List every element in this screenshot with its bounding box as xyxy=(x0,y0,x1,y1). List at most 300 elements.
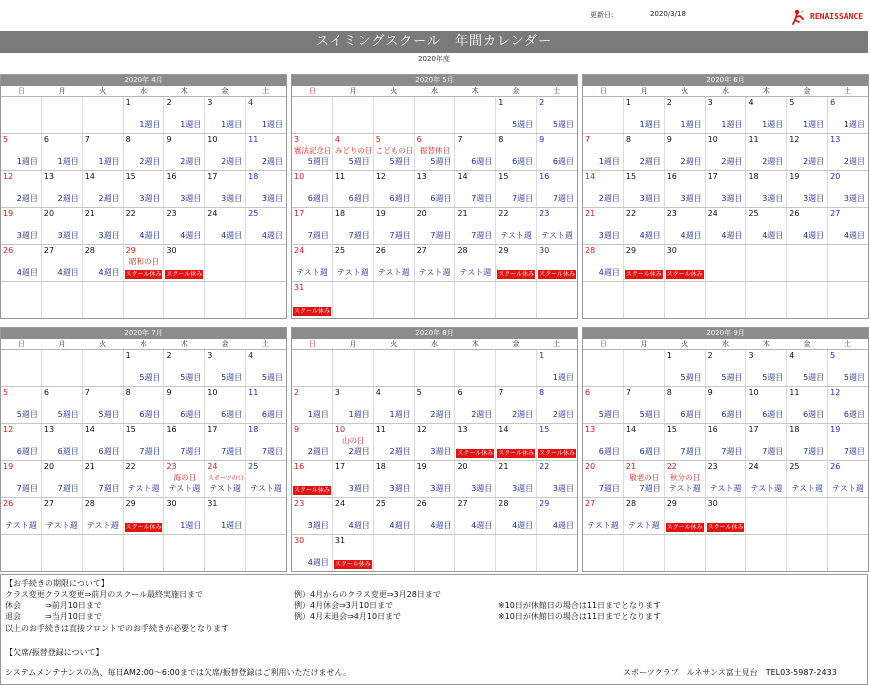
school-closed-badge: スクール休み xyxy=(125,271,162,278)
day-number: 21 xyxy=(84,462,95,471)
week-label: 6週目 xyxy=(471,157,493,166)
day-cell xyxy=(205,461,246,497)
day-number: 26 xyxy=(3,246,14,255)
day-number: 17 xyxy=(748,425,759,434)
month-title: 2020年 5月 xyxy=(292,75,577,86)
day-cell xyxy=(292,282,333,318)
holiday-name: 海の日 xyxy=(173,473,197,482)
day-cell xyxy=(496,97,537,133)
week-label: 6週目 xyxy=(721,410,743,419)
day-number: 22 xyxy=(666,462,677,471)
week-label: 1週目 xyxy=(552,373,575,382)
week-label: 2週目 xyxy=(261,157,284,166)
day-cell xyxy=(537,498,577,534)
day-cell xyxy=(164,282,205,318)
holiday-name: みどりの日 xyxy=(334,146,373,155)
week-row xyxy=(583,171,868,208)
day-number: 10 xyxy=(207,388,218,397)
day-cell xyxy=(205,498,246,534)
day-number: 2 xyxy=(666,98,672,107)
day-cell xyxy=(164,424,205,460)
week-label: 7週目 xyxy=(430,231,452,240)
day-cell xyxy=(583,461,624,497)
week-row xyxy=(583,208,868,245)
day-cell xyxy=(665,535,706,571)
week-label: 6週目 xyxy=(16,447,38,456)
day-number: 30 xyxy=(166,246,177,255)
week-label: 5週目 xyxy=(639,410,661,419)
week-row xyxy=(583,535,868,571)
weekday-label: 火 xyxy=(99,340,107,348)
day-number: 20 xyxy=(585,462,596,471)
week-row xyxy=(292,282,577,318)
day-number: 28 xyxy=(498,499,509,508)
week-row xyxy=(1,498,286,535)
month-title: 2020年 6月 xyxy=(583,75,868,86)
day-number: 19 xyxy=(830,425,841,434)
day-cell xyxy=(624,171,665,207)
month-calendar xyxy=(582,327,869,572)
day-cell xyxy=(83,97,124,133)
day-number: 11 xyxy=(248,135,259,144)
day-number: 22 xyxy=(125,462,136,471)
week-label: 3週目 xyxy=(307,521,329,530)
week-label: 7週目 xyxy=(471,231,493,240)
week-label: 5週目 xyxy=(721,373,743,382)
day-number: 5 xyxy=(375,135,381,144)
day-cell xyxy=(83,134,124,170)
week-label: 3週目 xyxy=(16,231,38,240)
day-cell xyxy=(246,282,286,318)
day-number: 26 xyxy=(416,499,427,508)
day-cell xyxy=(455,208,496,244)
day-cell xyxy=(624,97,665,133)
day-cell xyxy=(164,387,205,423)
weekday-header xyxy=(292,339,577,350)
week-label: 3週目 xyxy=(221,194,243,203)
week-label: 7週目 xyxy=(721,447,743,456)
day-cell xyxy=(583,282,624,318)
day-number: 5 xyxy=(3,388,9,397)
day-cell xyxy=(455,171,496,207)
week-label: 6週目 xyxy=(348,194,370,203)
day-number: 2 xyxy=(707,351,713,360)
week-label: 6週目 xyxy=(843,410,866,419)
day-cell xyxy=(746,535,787,571)
week-label: 4週目 xyxy=(721,231,743,240)
day-number: 11 xyxy=(248,388,259,397)
day-number: 9 xyxy=(666,135,672,144)
day-cell xyxy=(787,387,828,423)
week-label: 7週目 xyxy=(221,447,243,456)
day-cell xyxy=(1,171,42,207)
week-label: 5週目 xyxy=(803,373,825,382)
week-label: 4週目 xyxy=(57,268,79,277)
week-label: テスト週 xyxy=(668,484,701,493)
day-cell xyxy=(292,350,333,386)
school-closed-badge: スクール休み xyxy=(498,450,535,457)
week-row xyxy=(292,134,577,171)
week-label: 5週目 xyxy=(762,373,784,382)
week-label: 3週目 xyxy=(430,447,452,456)
day-cell xyxy=(205,245,246,281)
week-row xyxy=(1,350,286,387)
day-cell xyxy=(415,134,456,170)
day-number: 6 xyxy=(830,98,836,107)
week-label: テスト週 xyxy=(45,521,78,530)
week-label: 2週目 xyxy=(471,410,493,419)
week-label: テスト週 xyxy=(750,484,783,493)
day-cell xyxy=(746,461,787,497)
week-label: 6週目 xyxy=(430,194,452,203)
maintenance-note: システムメンテナンスの為、毎日AM2:00～6:00までは欠席/振替登録はご利用いただけません。 xyxy=(5,668,352,677)
holiday-name: 昭和の日 xyxy=(129,257,159,266)
day-cell xyxy=(292,245,333,281)
week-label: 3週目 xyxy=(348,484,370,493)
week-label: 4週目 xyxy=(762,231,784,240)
day-cell xyxy=(624,535,665,571)
month-title: 2020年 8月 xyxy=(292,328,577,339)
day-cell xyxy=(828,498,868,534)
week-label: 5週目 xyxy=(98,410,120,419)
day-cell xyxy=(415,387,456,423)
weekday-label: 土 xyxy=(553,340,561,348)
week-label: 7週目 xyxy=(680,447,702,456)
day-cell xyxy=(665,387,706,423)
day-cell xyxy=(455,387,496,423)
weekday-label: 月 xyxy=(58,87,66,95)
week-row xyxy=(292,350,577,387)
withdraw-note: 退会 ⇒当月10日まで xyxy=(5,612,102,621)
day-cell xyxy=(42,97,83,133)
day-cell xyxy=(374,461,415,497)
week-label: 7週目 xyxy=(598,484,620,493)
day-number: 19 xyxy=(375,209,386,218)
week-label: 3週目 xyxy=(639,194,661,203)
day-number: 14 xyxy=(498,425,509,434)
week-label: 2週目 xyxy=(348,447,370,456)
day-cell xyxy=(706,171,747,207)
school-closed-badge: スクール休み xyxy=(539,271,576,278)
week-label: 4週目 xyxy=(139,231,161,240)
day-cell xyxy=(205,535,246,571)
week-label: テスト週 xyxy=(168,484,201,493)
weekday-label: 土 xyxy=(844,340,852,348)
week-row xyxy=(583,461,868,498)
day-cell xyxy=(828,134,868,170)
day-cell xyxy=(415,171,456,207)
day-cell xyxy=(1,282,42,318)
week-label: 5週目 xyxy=(680,373,702,382)
day-cell xyxy=(455,535,496,571)
day-cell xyxy=(415,208,456,244)
week-label: 1週目 xyxy=(348,410,370,419)
day-cell xyxy=(292,387,333,423)
week-label: 1週目 xyxy=(639,120,661,129)
week-label: テスト週 xyxy=(5,521,37,530)
week-label: 3週目 xyxy=(57,231,79,240)
day-cell xyxy=(83,387,124,423)
day-number: 27 xyxy=(830,209,841,218)
day-cell xyxy=(624,424,665,460)
day-number: 20 xyxy=(830,172,841,181)
day-cell xyxy=(787,208,828,244)
day-cell xyxy=(583,387,624,423)
week-label: 1週目 xyxy=(16,157,38,166)
week-row xyxy=(292,461,577,498)
day-cell xyxy=(374,97,415,133)
day-cell xyxy=(746,97,787,133)
day-cell xyxy=(583,535,624,571)
day-cell xyxy=(537,424,577,460)
weekday-label: 日 xyxy=(599,340,607,348)
day-cell xyxy=(246,134,286,170)
day-cell xyxy=(164,498,205,534)
day-cell xyxy=(333,208,374,244)
day-number: 14 xyxy=(84,425,95,434)
day-cell xyxy=(292,461,333,497)
week-label: 6週目 xyxy=(639,447,661,456)
week-row xyxy=(583,350,868,387)
day-cell xyxy=(333,424,374,460)
day-number: 23 xyxy=(294,499,305,508)
day-cell xyxy=(124,245,165,281)
day-cell xyxy=(665,97,706,133)
day-cell xyxy=(828,208,868,244)
day-cell xyxy=(42,350,83,386)
holiday-name: 振替休日 xyxy=(420,146,450,155)
week-label: テスト週 xyxy=(250,484,282,493)
day-number: 27 xyxy=(43,499,55,508)
day-cell xyxy=(706,282,747,318)
day-cell xyxy=(496,350,537,386)
day-cell xyxy=(624,208,665,244)
day-cell xyxy=(124,387,165,423)
day-cell xyxy=(706,97,747,133)
day-number: 29 xyxy=(498,246,509,255)
day-cell xyxy=(496,424,537,460)
day-cell xyxy=(246,171,286,207)
day-cell xyxy=(496,461,537,497)
week-label: 1週目 xyxy=(180,521,202,530)
week-row xyxy=(1,535,286,571)
week-label: テスト週 xyxy=(459,268,492,277)
holiday-name: スポーツの日 xyxy=(207,475,244,482)
leave-note: 休会 ⇒前月10日まで xyxy=(5,601,102,610)
day-number: 6 xyxy=(43,388,49,397)
day-number: 25 xyxy=(789,462,800,471)
day-cell xyxy=(624,282,665,318)
day-number: 23 xyxy=(707,462,718,471)
week-label: 5週目 xyxy=(348,157,370,166)
week-row xyxy=(583,498,868,535)
holiday-name: 憲法記念日 xyxy=(294,146,332,155)
day-cell xyxy=(583,424,624,460)
day-cell xyxy=(624,498,665,534)
week-row xyxy=(1,282,286,318)
example-withdraw: 例）4月末退会⇒4月10日まで xyxy=(294,612,402,621)
day-cell xyxy=(164,461,205,497)
day-number: 16 xyxy=(539,172,550,181)
day-number: 3 xyxy=(294,135,300,144)
week-label: 2週目 xyxy=(180,157,202,166)
weekday-label: 火 xyxy=(99,87,107,95)
day-number: 18 xyxy=(248,172,259,181)
week-label: テスト週 xyxy=(627,521,660,530)
day-number: 25 xyxy=(248,209,259,218)
school-closed-badge: スクール休み xyxy=(666,271,703,278)
day-cell xyxy=(205,171,246,207)
day-number: 3 xyxy=(707,98,713,107)
day-cell xyxy=(205,97,246,133)
day-number: 6 xyxy=(457,388,463,397)
week-label: 6週目 xyxy=(139,410,161,419)
weekday-header xyxy=(1,339,286,350)
week-label: 3週目 xyxy=(430,484,452,493)
day-number: 15 xyxy=(539,425,550,434)
day-number: 29 xyxy=(125,499,136,508)
day-number: 4 xyxy=(375,388,381,397)
day-number: 11 xyxy=(375,425,386,434)
week-row xyxy=(583,282,868,318)
day-cell xyxy=(624,461,665,497)
week-label: 1週目 xyxy=(803,120,825,129)
day-cell xyxy=(42,208,83,244)
week-label: 6週目 xyxy=(512,157,534,166)
week-label: 7週目 xyxy=(389,231,411,240)
week-label: 4週目 xyxy=(680,231,702,240)
day-number: 16 xyxy=(666,172,677,181)
day-cell xyxy=(124,134,165,170)
day-cell xyxy=(415,461,456,497)
week-label: 4週目 xyxy=(221,231,243,240)
day-cell xyxy=(333,171,374,207)
day-cell xyxy=(42,535,83,571)
day-cell xyxy=(205,424,246,460)
day-number: 30 xyxy=(539,246,550,255)
day-number: 20 xyxy=(43,462,55,471)
day-cell xyxy=(583,97,624,133)
week-label: 7週目 xyxy=(762,447,784,456)
day-cell xyxy=(787,424,828,460)
day-number: 24 xyxy=(707,209,718,218)
weekday-header xyxy=(583,339,868,350)
week-label: テスト週 xyxy=(127,484,160,493)
day-cell xyxy=(746,424,787,460)
weekday-label: 日 xyxy=(17,340,25,348)
day-cell xyxy=(374,350,415,386)
day-cell xyxy=(292,535,333,571)
school-closed-badge: スクール休み xyxy=(293,487,330,494)
day-cell xyxy=(164,97,205,133)
day-number: 18 xyxy=(334,209,346,218)
week-label: 6週目 xyxy=(57,447,79,456)
week-label: 3週目 xyxy=(180,194,202,203)
day-number: 5 xyxy=(830,351,836,360)
day-number: 8 xyxy=(498,135,504,144)
day-number: 9 xyxy=(166,388,172,397)
day-cell xyxy=(1,424,42,460)
day-number: 19 xyxy=(416,462,427,471)
month-calendar xyxy=(582,74,869,319)
week-label: 2週目 xyxy=(680,157,702,166)
day-cell xyxy=(787,171,828,207)
day-number: 6 xyxy=(43,135,49,144)
day-number: 28 xyxy=(84,246,95,255)
week-label: 6週目 xyxy=(762,410,784,419)
day-number: 29 xyxy=(539,499,550,508)
week-row xyxy=(292,97,577,134)
day-number: 14 xyxy=(585,172,596,181)
week-label: 1週目 xyxy=(843,120,866,129)
weekday-label: 土 xyxy=(262,87,270,95)
weekday-label: 金 xyxy=(512,87,520,95)
day-cell xyxy=(455,245,496,281)
week-label: 4週目 xyxy=(471,521,493,530)
day-cell xyxy=(537,282,577,318)
weekday-label: 木 xyxy=(762,340,770,348)
day-number: 1 xyxy=(539,351,545,360)
day-number: 1 xyxy=(498,98,504,107)
week-label: 5週目 xyxy=(139,373,161,382)
week-label: 3週目 xyxy=(389,484,411,493)
day-cell xyxy=(246,350,286,386)
week-label: 7週目 xyxy=(16,484,38,493)
day-cell xyxy=(42,282,83,318)
weekday-header xyxy=(292,86,577,97)
day-cell xyxy=(828,387,868,423)
day-cell xyxy=(124,350,165,386)
week-label: 5週目 xyxy=(180,373,202,382)
week-label: 2週目 xyxy=(307,447,329,456)
week-row xyxy=(1,387,286,424)
day-cell xyxy=(1,350,42,386)
day-number: 22 xyxy=(625,209,637,218)
day-cell xyxy=(496,387,537,423)
day-cell xyxy=(292,171,333,207)
weekday-label: 水 xyxy=(722,87,730,95)
week-label: 7週目 xyxy=(139,447,161,456)
page-title: スイミングスクール 年間カレンダー xyxy=(0,31,868,53)
day-number: 17 xyxy=(707,172,718,181)
day-number: 2 xyxy=(166,98,172,107)
day-number: 31 xyxy=(334,536,346,545)
week-label: 3週目 xyxy=(261,194,284,203)
day-cell xyxy=(42,171,83,207)
school-closed-badge: スクール休み xyxy=(498,271,535,278)
school-closed-badge: スクール休み xyxy=(666,524,703,531)
day-number: 21 xyxy=(498,462,509,471)
week-row xyxy=(1,134,286,171)
day-number: 7 xyxy=(84,388,90,397)
day-number: 8 xyxy=(625,135,631,144)
day-number: 8 xyxy=(666,388,672,397)
day-number: 10 xyxy=(294,172,305,181)
day-cell xyxy=(455,498,496,534)
renaissance-logo xyxy=(791,6,863,26)
day-number: 3 xyxy=(207,351,213,360)
weekday-label: 木 xyxy=(471,87,479,95)
day-number: 23 xyxy=(166,209,177,218)
day-cell xyxy=(1,208,42,244)
week-label: 3週目 xyxy=(762,194,784,203)
week-label: 3週目 xyxy=(471,484,493,493)
week-label: 6週目 xyxy=(680,410,702,419)
day-number: 16 xyxy=(166,172,177,181)
absence-title: 【欠席/振替登録について】 xyxy=(5,648,104,657)
week-label: 5週目 xyxy=(598,410,620,419)
week-label: 7週目 xyxy=(843,447,866,456)
